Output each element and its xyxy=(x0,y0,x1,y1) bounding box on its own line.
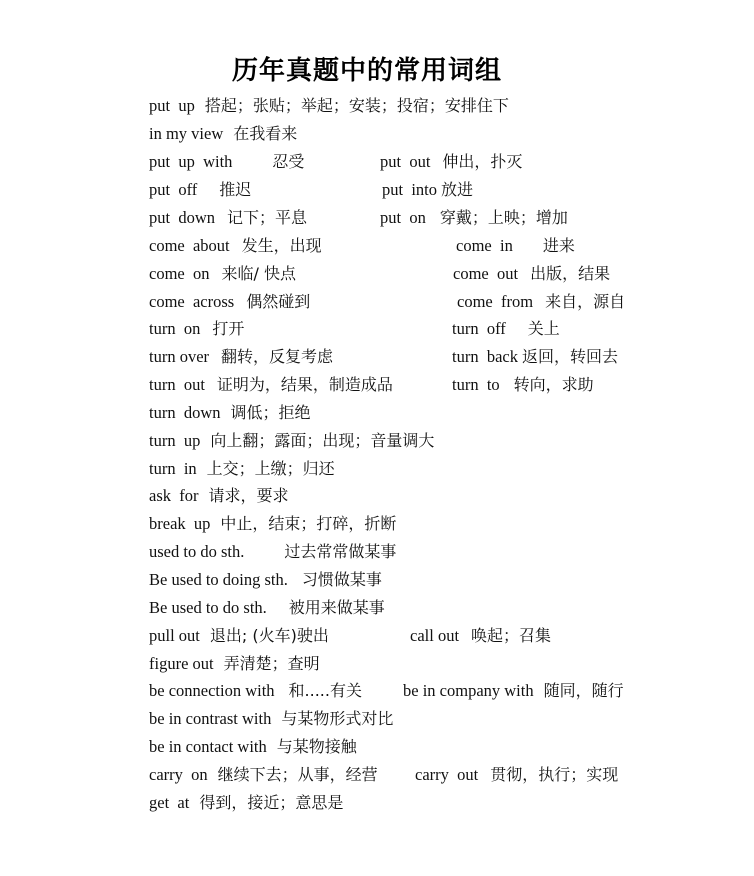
phrase-chinese: 关上 xyxy=(527,319,560,338)
phrase-chinese: 习惯做某事 xyxy=(301,570,382,589)
phrase-row-second-column xyxy=(457,290,625,314)
phrase-row-second-column xyxy=(410,624,551,648)
phrase-row xyxy=(149,652,320,676)
phrase-row xyxy=(149,679,362,703)
phrase-chinese: 上交；上缴；归还 xyxy=(206,459,335,478)
phrase-english: break up xyxy=(149,514,211,533)
phrase-chinese: 来临/ 快点 xyxy=(221,264,296,283)
phrase-row xyxy=(149,178,251,202)
phrase-chinese: 随同，随行 xyxy=(543,681,624,700)
phrase-row-second-column xyxy=(380,206,568,230)
phrase-row-second-column xyxy=(452,345,618,369)
phrase-row xyxy=(149,568,382,592)
phrase-chinese: 记下；平息 xyxy=(227,208,308,227)
phrase-chinese: 和.....有关 xyxy=(288,681,362,700)
phrase-english: turn up xyxy=(149,431,201,450)
phrase-english: turn down xyxy=(149,403,221,422)
phrase-english: put on xyxy=(380,208,426,227)
phrase-row xyxy=(149,94,509,118)
phrase-english: carry on xyxy=(149,765,208,784)
phrase-chinese: 忍受 xyxy=(272,152,305,171)
phrase-chinese: 弄清楚；查明 xyxy=(223,654,320,673)
phrase-chinese: 得到，接近；意思是 xyxy=(199,793,344,812)
phrase-english: come in xyxy=(456,236,513,255)
phrase-english: turn on xyxy=(149,319,201,338)
phrase-chinese: 唤起；召集 xyxy=(471,626,552,645)
phrase-english: pull out xyxy=(149,626,200,645)
phrase-row xyxy=(149,484,289,508)
phrase-english: put off xyxy=(149,180,198,199)
phrase-row xyxy=(149,345,333,369)
phrase-chinese: 中止，结束；打碎，折断 xyxy=(220,514,397,533)
phrase-english: turn out xyxy=(149,375,205,394)
phrase-english: come across xyxy=(149,292,235,311)
phrase-chinese: 转向，求助 xyxy=(513,375,594,394)
phrase-english: be in company with xyxy=(403,681,534,700)
phrase-row xyxy=(149,290,310,314)
phrase-english: used to do sth. xyxy=(149,542,245,561)
phrase-chinese: 发生，出现 xyxy=(241,236,322,255)
phrase-english: be in contact with xyxy=(149,737,267,756)
phrase-chinese: 进来 xyxy=(542,236,575,255)
phrase-row-second-column xyxy=(415,763,618,787)
phrase-row xyxy=(149,401,311,425)
phrase-row-second-column xyxy=(403,679,624,703)
phrase-row-second-column xyxy=(452,373,594,397)
phrase-english: be in contrast with xyxy=(149,709,272,728)
phrase-english: come about xyxy=(149,236,230,255)
phrase-chinese: 请求，要求 xyxy=(208,486,289,505)
phrase-english: put out xyxy=(380,152,431,171)
phrase-english: come on xyxy=(149,264,210,283)
phrase-row xyxy=(149,791,343,815)
phrase-english: get at xyxy=(149,793,190,812)
phrase-row xyxy=(149,317,244,341)
phrase-row-second-column xyxy=(382,178,473,202)
phrase-chinese: 与某物形式对比 xyxy=(281,709,394,728)
phrase-english: turn in xyxy=(149,459,197,478)
phrase-row xyxy=(149,624,329,648)
phrase-row xyxy=(149,373,393,397)
phrase-chinese: 过去常常做某事 xyxy=(284,542,397,561)
phrase-english: come out xyxy=(453,264,519,283)
phrase-row-second-column xyxy=(452,317,560,341)
phrase-chinese: 搭起；张贴；举起；安装；投宿；安排住下 xyxy=(204,96,509,115)
phrase-chinese: 穿戴；上映；增加 xyxy=(439,208,568,227)
phrase-english: Be used to do sth. xyxy=(149,598,267,617)
phrase-chinese: 偶然碰到 xyxy=(246,292,311,311)
phrase-row xyxy=(149,234,322,258)
phrase-english: put down xyxy=(149,208,215,227)
phrase-chinese: 返回，转回去 xyxy=(521,347,618,366)
phrase-chinese: 放进 xyxy=(441,180,474,199)
phrase-english: put up with xyxy=(149,152,233,171)
phrase-row xyxy=(149,262,296,286)
phrase-row xyxy=(149,150,304,174)
phrase-row xyxy=(149,596,385,620)
phrase-chinese: 来自，源自 xyxy=(545,292,626,311)
phrase-chinese: 继续下去；从事，经营 xyxy=(217,765,378,784)
phrase-row xyxy=(149,540,396,564)
phrase-english: turn back xyxy=(452,347,518,366)
phrase-chinese: 出版，结果 xyxy=(530,264,611,283)
phrase-chinese: 被用来做某事 xyxy=(288,598,385,617)
phrase-english: come from xyxy=(457,292,534,311)
phrase-english: turn over xyxy=(149,347,210,366)
phrase-english: figure out xyxy=(149,654,214,673)
phrase-row xyxy=(149,735,357,759)
phrase-english: put into xyxy=(382,180,438,199)
phrase-row-second-column xyxy=(456,234,575,258)
phrase-chinese: 调低；拒绝 xyxy=(230,403,311,422)
phrase-row xyxy=(149,429,434,453)
phrase-row xyxy=(149,763,378,787)
phrase-row xyxy=(149,512,396,536)
phrase-english: Be used to doing sth. xyxy=(149,570,288,589)
phrase-chinese: 退出; (火车)驶出 xyxy=(209,626,329,645)
phrase-english: in my view xyxy=(149,124,224,143)
phrase-english: turn off xyxy=(452,319,506,338)
phrase-chinese: 贯彻，执行；实现 xyxy=(490,765,619,784)
phrase-english: ask for xyxy=(149,486,199,505)
phrase-english: put up xyxy=(149,96,195,115)
phrase-row xyxy=(149,122,297,146)
phrase-row xyxy=(149,707,393,731)
phrase-chinese: 在我看来 xyxy=(233,124,298,143)
phrase-row-second-column xyxy=(453,262,610,286)
page-title: 历年真题中的常用词组 xyxy=(231,56,502,86)
phrase-english: turn to xyxy=(452,375,500,394)
phrase-row xyxy=(149,206,307,230)
phrase-english: carry out xyxy=(415,765,479,784)
phrase-chinese: 向上翻；露面；出现；音量调大 xyxy=(210,431,435,450)
phrase-row xyxy=(149,457,335,481)
phrase-chinese: 与某物接触 xyxy=(276,737,357,756)
phrase-chinese: 伸出，扑灭 xyxy=(442,152,523,171)
phrase-chinese: 打开 xyxy=(212,319,245,338)
phrase-chinese: 翻转，反复考虑 xyxy=(221,347,334,366)
phrase-row-second-column xyxy=(380,150,522,174)
phrase-english: be connection with xyxy=(149,681,275,700)
phrase-chinese: 证明为，结果，制造成品 xyxy=(216,375,393,394)
phrase-chinese: 推迟 xyxy=(219,180,252,199)
phrase-english: call out xyxy=(410,626,460,645)
